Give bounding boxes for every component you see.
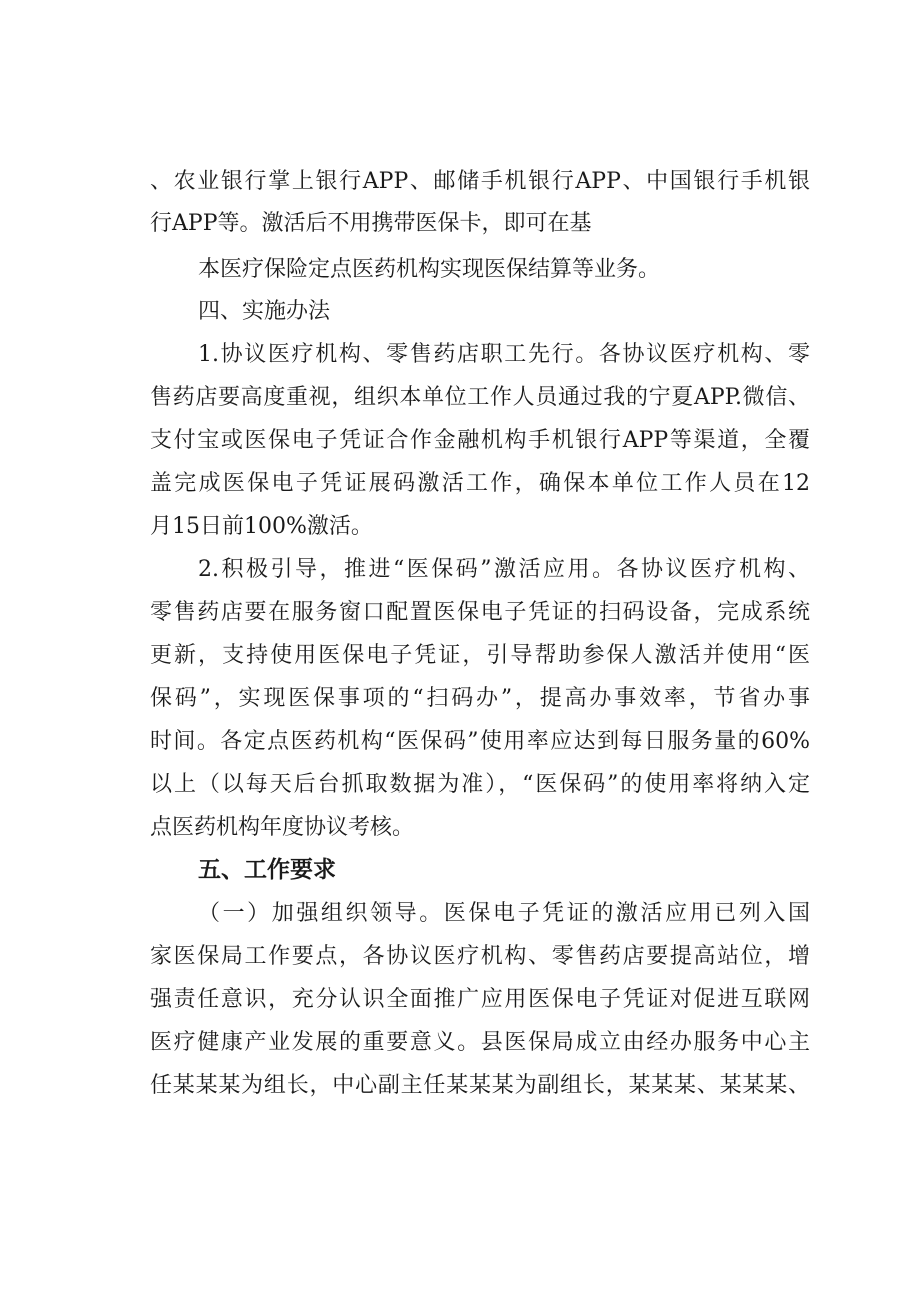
paragraph-line: 2.积极引导，推进“医保码”激活应用。各协议医疗机构、 bbox=[198, 557, 810, 582]
paragraph-line: 医疗健康产业发展的重要意义。县医保局成立由经办服务中心主 bbox=[150, 1030, 810, 1055]
paragraph-line: 1.协议医疗机构、零售药店职工先行。各协议医疗机构、零 bbox=[198, 342, 810, 367]
section-heading: 五、工作要求 bbox=[198, 857, 336, 883]
paragraph-line: 、农业银行掌上银行APP、邮储手机银行APP、中国银行手机银 bbox=[150, 169, 810, 194]
paragraph-line: 售药店要高度重视，组织本单位工作人员通过我的宁夏APP.微信、 bbox=[150, 385, 810, 410]
paragraph-line: 更新，支持使用医保电子凭证，引导帮助参保人激活并使用“医 bbox=[150, 643, 810, 668]
paragraph-line: 零售药店要在服务窗口配置医保电子凭证的扫码设备，完成系统 bbox=[150, 600, 810, 625]
paragraph-line: 家医保局工作要点，各协议医疗机构、零售药店要提高站位，增 bbox=[150, 944, 810, 969]
paragraph-line: 时间。各定点医药机构“医保码”使用率应达到每日服务量的60% bbox=[150, 729, 810, 754]
paragraph-line: 支付宝或医保电子凭证合作金融机构手机银行APP等渠道，全覆 bbox=[150, 428, 810, 453]
paragraph-line: 任某某某为组长，中心副主任某某某为副组长，某某某、某某某、 bbox=[150, 1073, 810, 1098]
paragraph-line: （一）加强组织领导。医保电子凭证的激活应用已列入国 bbox=[198, 901, 810, 926]
paragraph-line: 以上（以每天后台抓取数据为准），“医保码”的使用率将纳入定 bbox=[150, 772, 810, 797]
paragraph-line: 强责任意识，充分认识全面推广应用医保电子凭证对促进互联网 bbox=[150, 987, 810, 1012]
paragraph-line: 保码”，实现医保事项的“扫码办”，提高办事效率，节省办事 bbox=[150, 686, 810, 711]
paragraph-line: 盖完成医保电子凭证展码激活工作，确保本单位工作人员在12 bbox=[150, 471, 810, 496]
paragraph-line: 月15日前100%激活。 bbox=[150, 514, 373, 539]
paragraph-line: 点医药机构年度协议考核。 bbox=[150, 815, 415, 840]
paragraph-line: 本医疗保险定点医药机构实现医保结算等业务。 bbox=[198, 257, 661, 282]
paragraph-line: 行APP等。激活后不用携带医保卡，即可在基 bbox=[150, 211, 592, 236]
section-heading: 四、实施办法 bbox=[198, 299, 331, 324]
